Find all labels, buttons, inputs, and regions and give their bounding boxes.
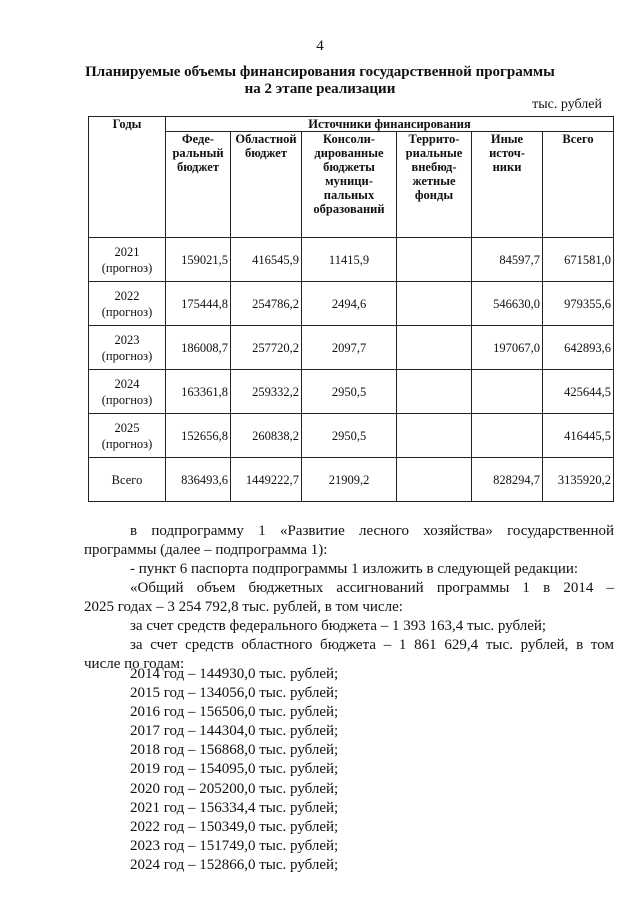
header-years: Годы [89, 117, 166, 238]
table-row [89, 414, 614, 458]
cell-territorial [397, 238, 472, 282]
cell-federal: 152656,8 [166, 414, 231, 458]
cell-year [89, 414, 166, 458]
cell-territorial [397, 458, 472, 502]
cell-other: 84597,7 [472, 238, 543, 282]
cell-total: 425644,5 [543, 370, 614, 414]
cell-other [472, 414, 543, 458]
paragraph-5-line-1: за счет средств областного бюджета – 1 861 629,4 тыс. рублей, в том [130, 637, 614, 653]
cell-other: 828294,7 [472, 458, 543, 502]
cell-territorial [397, 414, 472, 458]
paragraph-3-line-2: 2025 годах – 3 254 792,8 тыс. рублей, в том числе: [84, 599, 403, 615]
paragraph-1-line-1: в подпрограмму 1 «Развитие лесного хозяйства» государственной [130, 523, 614, 539]
cell-territorial [397, 282, 472, 326]
paragraph-5-line-2: числе по годам: [84, 656, 185, 672]
cell-municipal: 2097,7 [302, 326, 397, 370]
cell-year [89, 370, 166, 414]
cell-municipal: 21909,2 [302, 458, 397, 502]
year-label: 2023 [114, 332, 140, 347]
paragraph-1-line-2: программы (далее – подпрограмма 1): [84, 542, 328, 558]
cell-total: 642893,6 [543, 326, 614, 370]
year-line: 2023 год – 151749,0 тыс. рублей; [130, 837, 339, 854]
year-label: 2024 [114, 376, 140, 391]
cell-territorial [397, 326, 472, 370]
table-row [89, 282, 614, 326]
header-total: Всего [543, 132, 614, 238]
year-line: 2024 год – 152866,0 тыс. рублей; [130, 856, 339, 873]
year-line: 2016 год – 156506,0 тыс. рублей; [130, 704, 339, 721]
header-other-sources: Иные источ- ники [472, 132, 543, 238]
year-note: (прогноз) [101, 348, 153, 363]
year-label: 2022 [114, 288, 140, 303]
cell-regional: 1449222,7 [231, 458, 302, 502]
page-title [0, 64, 640, 98]
year-line: 2014 год – 144930,0 тыс. рублей; [130, 666, 339, 682]
cell-total: 3135920,2 [543, 458, 614, 502]
paragraph-2: - пункт 6 паспорта подпрограммы 1 изложить в следующей редакции: [130, 561, 579, 577]
cell-year [89, 282, 166, 326]
year-line: 2020 год – 205200,0 тыс. рублей; [130, 780, 339, 797]
cell-municipal: 2950,5 [302, 370, 397, 414]
year-line: 2015 год – 134056,0 тыс. рублей; [130, 685, 339, 702]
table-row [89, 370, 614, 414]
year-label: Всего [111, 472, 143, 487]
year-label: 2025 [114, 420, 140, 435]
cell-regional: 260838,2 [231, 414, 302, 458]
units-label: тыс. рублей [532, 97, 602, 112]
year-line: 2021 год – 156334,4 тыс. рублей; [130, 799, 339, 816]
header-territorial-funds: Террито- риальные внебюд- жетные фонды [397, 132, 472, 238]
cell-other [472, 370, 543, 414]
year-label: 2021 [114, 244, 140, 259]
cell-other: 197067,0 [472, 326, 543, 370]
cell-federal: 159021,5 [166, 238, 231, 282]
cell-regional: 259332,2 [231, 370, 302, 414]
year-note: (прогноз) [101, 436, 153, 451]
header-federal-budget: Феде- ральный бюджет [166, 132, 231, 238]
cell-municipal: 11415,9 [302, 238, 397, 282]
cell-total: 671581,0 [543, 238, 614, 282]
year-note: (прогноз) [101, 392, 153, 407]
year-breakdown-list [130, 665, 338, 875]
title-line-2: на 2 этапе реализации [244, 81, 396, 97]
cell-year [89, 458, 166, 502]
cell-federal: 836493,6 [166, 458, 231, 502]
cell-total: 416445,5 [543, 414, 614, 458]
title-line-1: Планируемые объемы финансирования государственной программы [85, 64, 555, 80]
financing-table [88, 116, 614, 502]
paragraph-3-line-1: «Общий объем бюджетных ассигнований программы 1 в 2014 – [130, 580, 614, 596]
page-number: 4 [316, 38, 324, 54]
year-line: 2017 год – 144304,0 тыс. рублей; [130, 723, 339, 740]
year-line: 2018 год – 156868,0 тыс. рублей; [130, 742, 339, 759]
cell-federal: 163361,8 [166, 370, 231, 414]
cell-year [89, 326, 166, 370]
header-regional-budget: Областной бюджет [231, 132, 302, 238]
year-note: (прогноз) [101, 260, 153, 275]
cell-territorial [397, 370, 472, 414]
paragraph-4: за счет средств федерального бюджета – 1 393 163,4 тыс. рублей; [130, 618, 547, 634]
cell-federal: 175444,8 [166, 282, 231, 326]
cell-regional: 257720,2 [231, 326, 302, 370]
table-row [89, 458, 614, 502]
header-sources: Источники финансирования [166, 117, 614, 132]
cell-regional: 416545,9 [231, 238, 302, 282]
year-note: (прогноз) [101, 304, 153, 319]
cell-year [89, 238, 166, 282]
year-line: 2019 год – 154095,0 тыс. рублей; [130, 761, 339, 778]
table-row [89, 326, 614, 370]
cell-municipal: 2494,6 [302, 282, 397, 326]
cell-other: 546630,0 [472, 282, 543, 326]
cell-municipal: 2950,5 [302, 414, 397, 458]
cell-total: 979355,6 [543, 282, 614, 326]
year-line: 2022 год – 150349,0 тыс. рублей; [130, 818, 339, 835]
cell-federal: 186008,7 [166, 326, 231, 370]
header-municipal-budgets: Консоли- дированные бюджеты муници- пальных образований [302, 132, 397, 238]
table-row [89, 238, 614, 282]
cell-regional: 254786,2 [231, 282, 302, 326]
